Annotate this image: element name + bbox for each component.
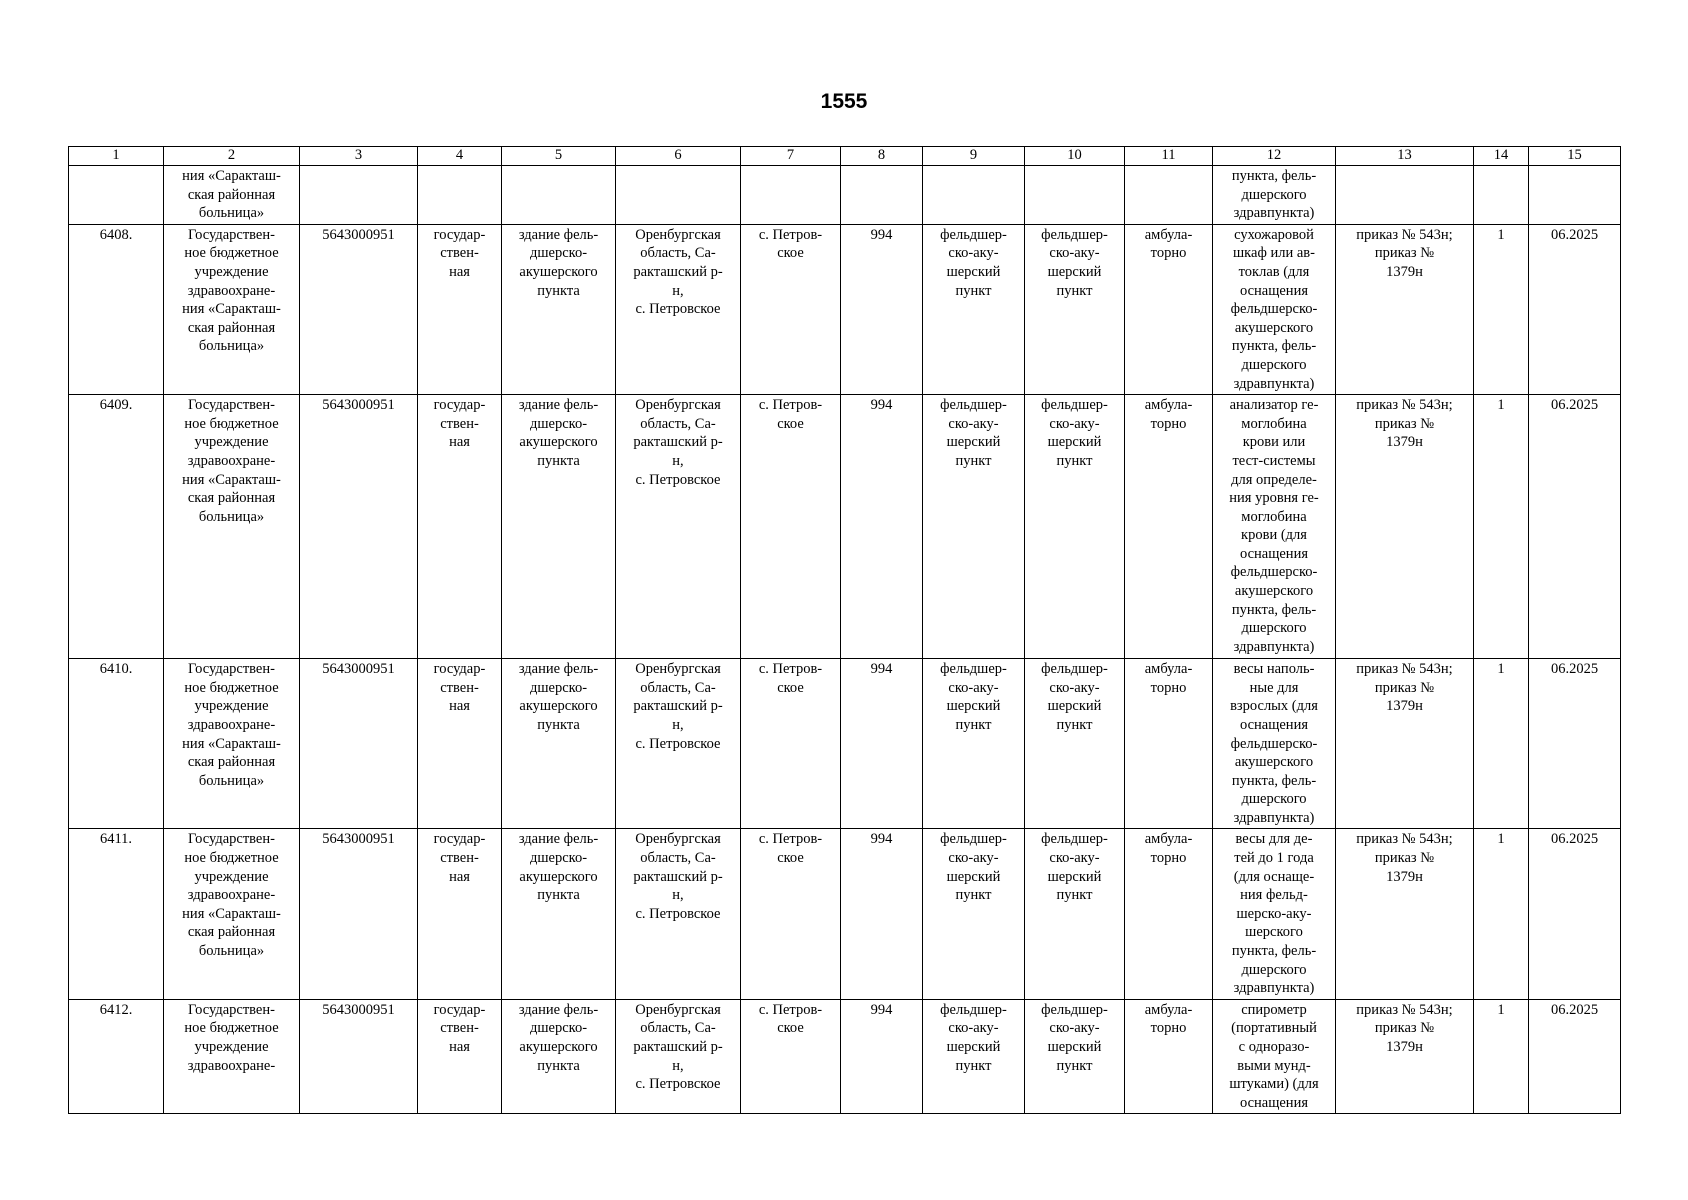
cell-quantity: 1 (1474, 659, 1529, 829)
cell-equipment: весы наполь- ные для взрослых (для оснащения фельдшерско- акушерского пункта, фель- дшерского здравпункта) (1213, 659, 1336, 829)
cell-care-condition: амбула- торно (1125, 224, 1213, 394)
cell-inn: 5643000951 (300, 395, 418, 659)
cell-care-condition: амбула- торно (1125, 829, 1213, 999)
cell-ownership: государ- ствен- ная (418, 224, 502, 394)
cell-building: здание фель- дшерско- акушерского пункта (502, 999, 616, 1114)
cell-quantity (1474, 166, 1529, 225)
cell-date: 06.2025 (1529, 224, 1621, 394)
col-header-4: 4 (418, 147, 502, 166)
cell-equipment: пункта, фель- дшерского здравпункта) (1213, 166, 1336, 225)
cell-number: 6408. (69, 224, 164, 394)
cell-number: 6410. (69, 659, 164, 829)
col-header-10: 10 (1025, 147, 1125, 166)
cell-ownership: государ- ствен- ная (418, 999, 502, 1114)
col-header-15: 15 (1529, 147, 1621, 166)
table-row (69, 999, 1621, 1114)
cell-organization: Государствен- ное бюджетное учреждение здравоохране- ния «Саракташ- ская районная больница» (164, 224, 300, 394)
cell-facility-type: фельдшер- ско-аку- шерский пункт (923, 999, 1025, 1114)
col-header-9: 9 (923, 147, 1025, 166)
cell-date: 06.2025 (1529, 999, 1621, 1114)
col-header-5: 5 (502, 147, 616, 166)
col-header-13: 13 (1336, 147, 1474, 166)
cell-address: Оренбургская область, Са- ракташский р- н, с. Петровское (616, 829, 741, 999)
cell-care-condition: амбула- торно (1125, 659, 1213, 829)
cell-population: 994 (841, 224, 923, 394)
cell-equipment: анализатор ге- моглобина крови или тест-системы для определе- ния уровня ге- моглобина крови (для оснащения фельдшерско- акушерского пункта, фель- дшерского здравпункта) (1213, 395, 1336, 659)
cell-care-condition: амбула- торно (1125, 999, 1213, 1114)
cell-building: здание фель- дшерско- акушерского пункта (502, 659, 616, 829)
cell-ownership: государ- ствен- ная (418, 395, 502, 659)
cell-facility-type (923, 166, 1025, 225)
cell-facility-subtype: фельдшер- ско-аку- шерский пункт (1025, 659, 1125, 829)
cell-settlement: с. Петров- ское (741, 999, 841, 1114)
cell-organization: Государствен- ное бюджетное учреждение здравоохране- ния «Саракташ- ская районная больница» (164, 659, 300, 829)
cell-population (841, 166, 923, 225)
cell-settlement: с. Петров- ское (741, 395, 841, 659)
cell-settlement (741, 166, 841, 225)
cell-equipment: весы для де- тей до 1 года (для оснаще- ния фельд- шерско-аку- шерского пункта, фель- дшерского здравпункта) (1213, 829, 1336, 999)
cell-order: приказ № 543н; приказ № 1379н (1336, 999, 1474, 1114)
cell-care-condition: амбула- торно (1125, 395, 1213, 659)
cell-inn: 5643000951 (300, 659, 418, 829)
cell-organization: Государствен- ное бюджетное учреждение здравоохране- ния «Саракташ- ская районная больница» (164, 395, 300, 659)
cell-inn: 5643000951 (300, 999, 418, 1114)
cell-facility-subtype (1025, 166, 1125, 225)
cell-organization: Государствен- ное бюджетное учреждение здравоохране- ния «Саракташ- ская районная больница» (164, 829, 300, 999)
cell-number (69, 166, 164, 225)
cell-population: 994 (841, 829, 923, 999)
cell-quantity: 1 (1474, 395, 1529, 659)
cell-address: Оренбургская область, Са- ракташский р- н, с. Петровское (616, 999, 741, 1114)
table-row (69, 659, 1621, 829)
table-row-continuation (69, 166, 1621, 225)
cell-order: приказ № 543н; приказ № 1379н (1336, 829, 1474, 999)
cell-facility-subtype: фельдшер- ско-аку- шерский пункт (1025, 999, 1125, 1114)
cell-order: приказ № 543н; приказ № 1379н (1336, 395, 1474, 659)
cell-organization: ния «Саракташ- ская районная больница» (164, 166, 300, 225)
cell-population: 994 (841, 999, 923, 1114)
col-header-14: 14 (1474, 147, 1529, 166)
cell-ownership: государ- ствен- ная (418, 659, 502, 829)
table-row (69, 224, 1621, 394)
cell-date (1529, 166, 1621, 225)
cell-facility-subtype: фельдшер- ско-аку- шерский пункт (1025, 395, 1125, 659)
cell-date: 06.2025 (1529, 395, 1621, 659)
cell-facility-type: фельдшер- ско-аку- шерский пункт (923, 829, 1025, 999)
cell-date: 06.2025 (1529, 829, 1621, 999)
cell-organization: Государствен- ное бюджетное учреждение здравоохране- (164, 999, 300, 1114)
cell-care-condition (1125, 166, 1213, 225)
cell-building: здание фель- дшерско- акушерского пункта (502, 829, 616, 999)
cell-settlement: с. Петров- ское (741, 224, 841, 394)
header-row (69, 147, 1621, 166)
cell-address (616, 166, 741, 225)
cell-facility-subtype: фельдшер- ско-аку- шерский пункт (1025, 829, 1125, 999)
cell-order: приказ № 543н; приказ № 1379н (1336, 224, 1474, 394)
cell-number: 6412. (69, 999, 164, 1114)
cell-ownership: государ- ствен- ная (418, 829, 502, 999)
cell-facility-type: фельдшер- ско-аку- шерский пункт (923, 224, 1025, 394)
page-number: 1555 (820, 90, 868, 113)
col-header-8: 8 (841, 147, 923, 166)
cell-settlement: с. Петров- ское (741, 829, 841, 999)
col-header-7: 7 (741, 147, 841, 166)
cell-population: 994 (841, 395, 923, 659)
col-header-3: 3 (300, 147, 418, 166)
cell-address: Оренбургская область, Са- ракташский р- н, с. Петровское (616, 659, 741, 829)
col-header-12: 12 (1213, 147, 1336, 166)
cell-equipment: спирометр (портативный с одноразо- выми мунд- штуками) (для оснащения (1213, 999, 1336, 1114)
table-row (69, 829, 1621, 999)
cell-population: 994 (841, 659, 923, 829)
cell-inn: 5643000951 (300, 829, 418, 999)
col-header-6: 6 (616, 147, 741, 166)
registry-table (68, 146, 1621, 1114)
cell-building: здание фель- дшерско- акушерского пункта (502, 395, 616, 659)
cell-number: 6411. (69, 829, 164, 999)
col-header-2: 2 (164, 147, 300, 166)
col-header-11: 11 (1125, 147, 1213, 166)
col-header-1: 1 (69, 147, 164, 166)
cell-inn (300, 166, 418, 225)
cell-building: здание фель- дшерско- акушерского пункта (502, 224, 616, 394)
cell-quantity: 1 (1474, 224, 1529, 394)
cell-order: приказ № 543н; приказ № 1379н (1336, 659, 1474, 829)
cell-address: Оренбургская область, Са- ракташский р- н, с. Петровское (616, 224, 741, 394)
cell-facility-subtype: фельдшер- ско-аку- шерский пункт (1025, 224, 1125, 394)
cell-quantity: 1 (1474, 999, 1529, 1114)
cell-settlement: с. Петров- ское (741, 659, 841, 829)
cell-building (502, 166, 616, 225)
cell-facility-type: фельдшер- ско-аку- шерский пункт (923, 659, 1025, 829)
cell-address: Оренбургская область, Са- ракташский р- н, с. Петровское (616, 395, 741, 659)
cell-inn: 5643000951 (300, 224, 418, 394)
cell-date: 06.2025 (1529, 659, 1621, 829)
cell-quantity: 1 (1474, 829, 1529, 999)
cell-number: 6409. (69, 395, 164, 659)
table-row (69, 395, 1621, 659)
cell-ownership (418, 166, 502, 225)
cell-equipment: сухожаровой шкаф или ав- токлав (для оснащения фельдшерско- акушерского пункта, фель- дшерского здравпункта) (1213, 224, 1336, 394)
cell-facility-type: фельдшер- ско-аку- шерский пункт (923, 395, 1025, 659)
cell-order (1336, 166, 1474, 225)
